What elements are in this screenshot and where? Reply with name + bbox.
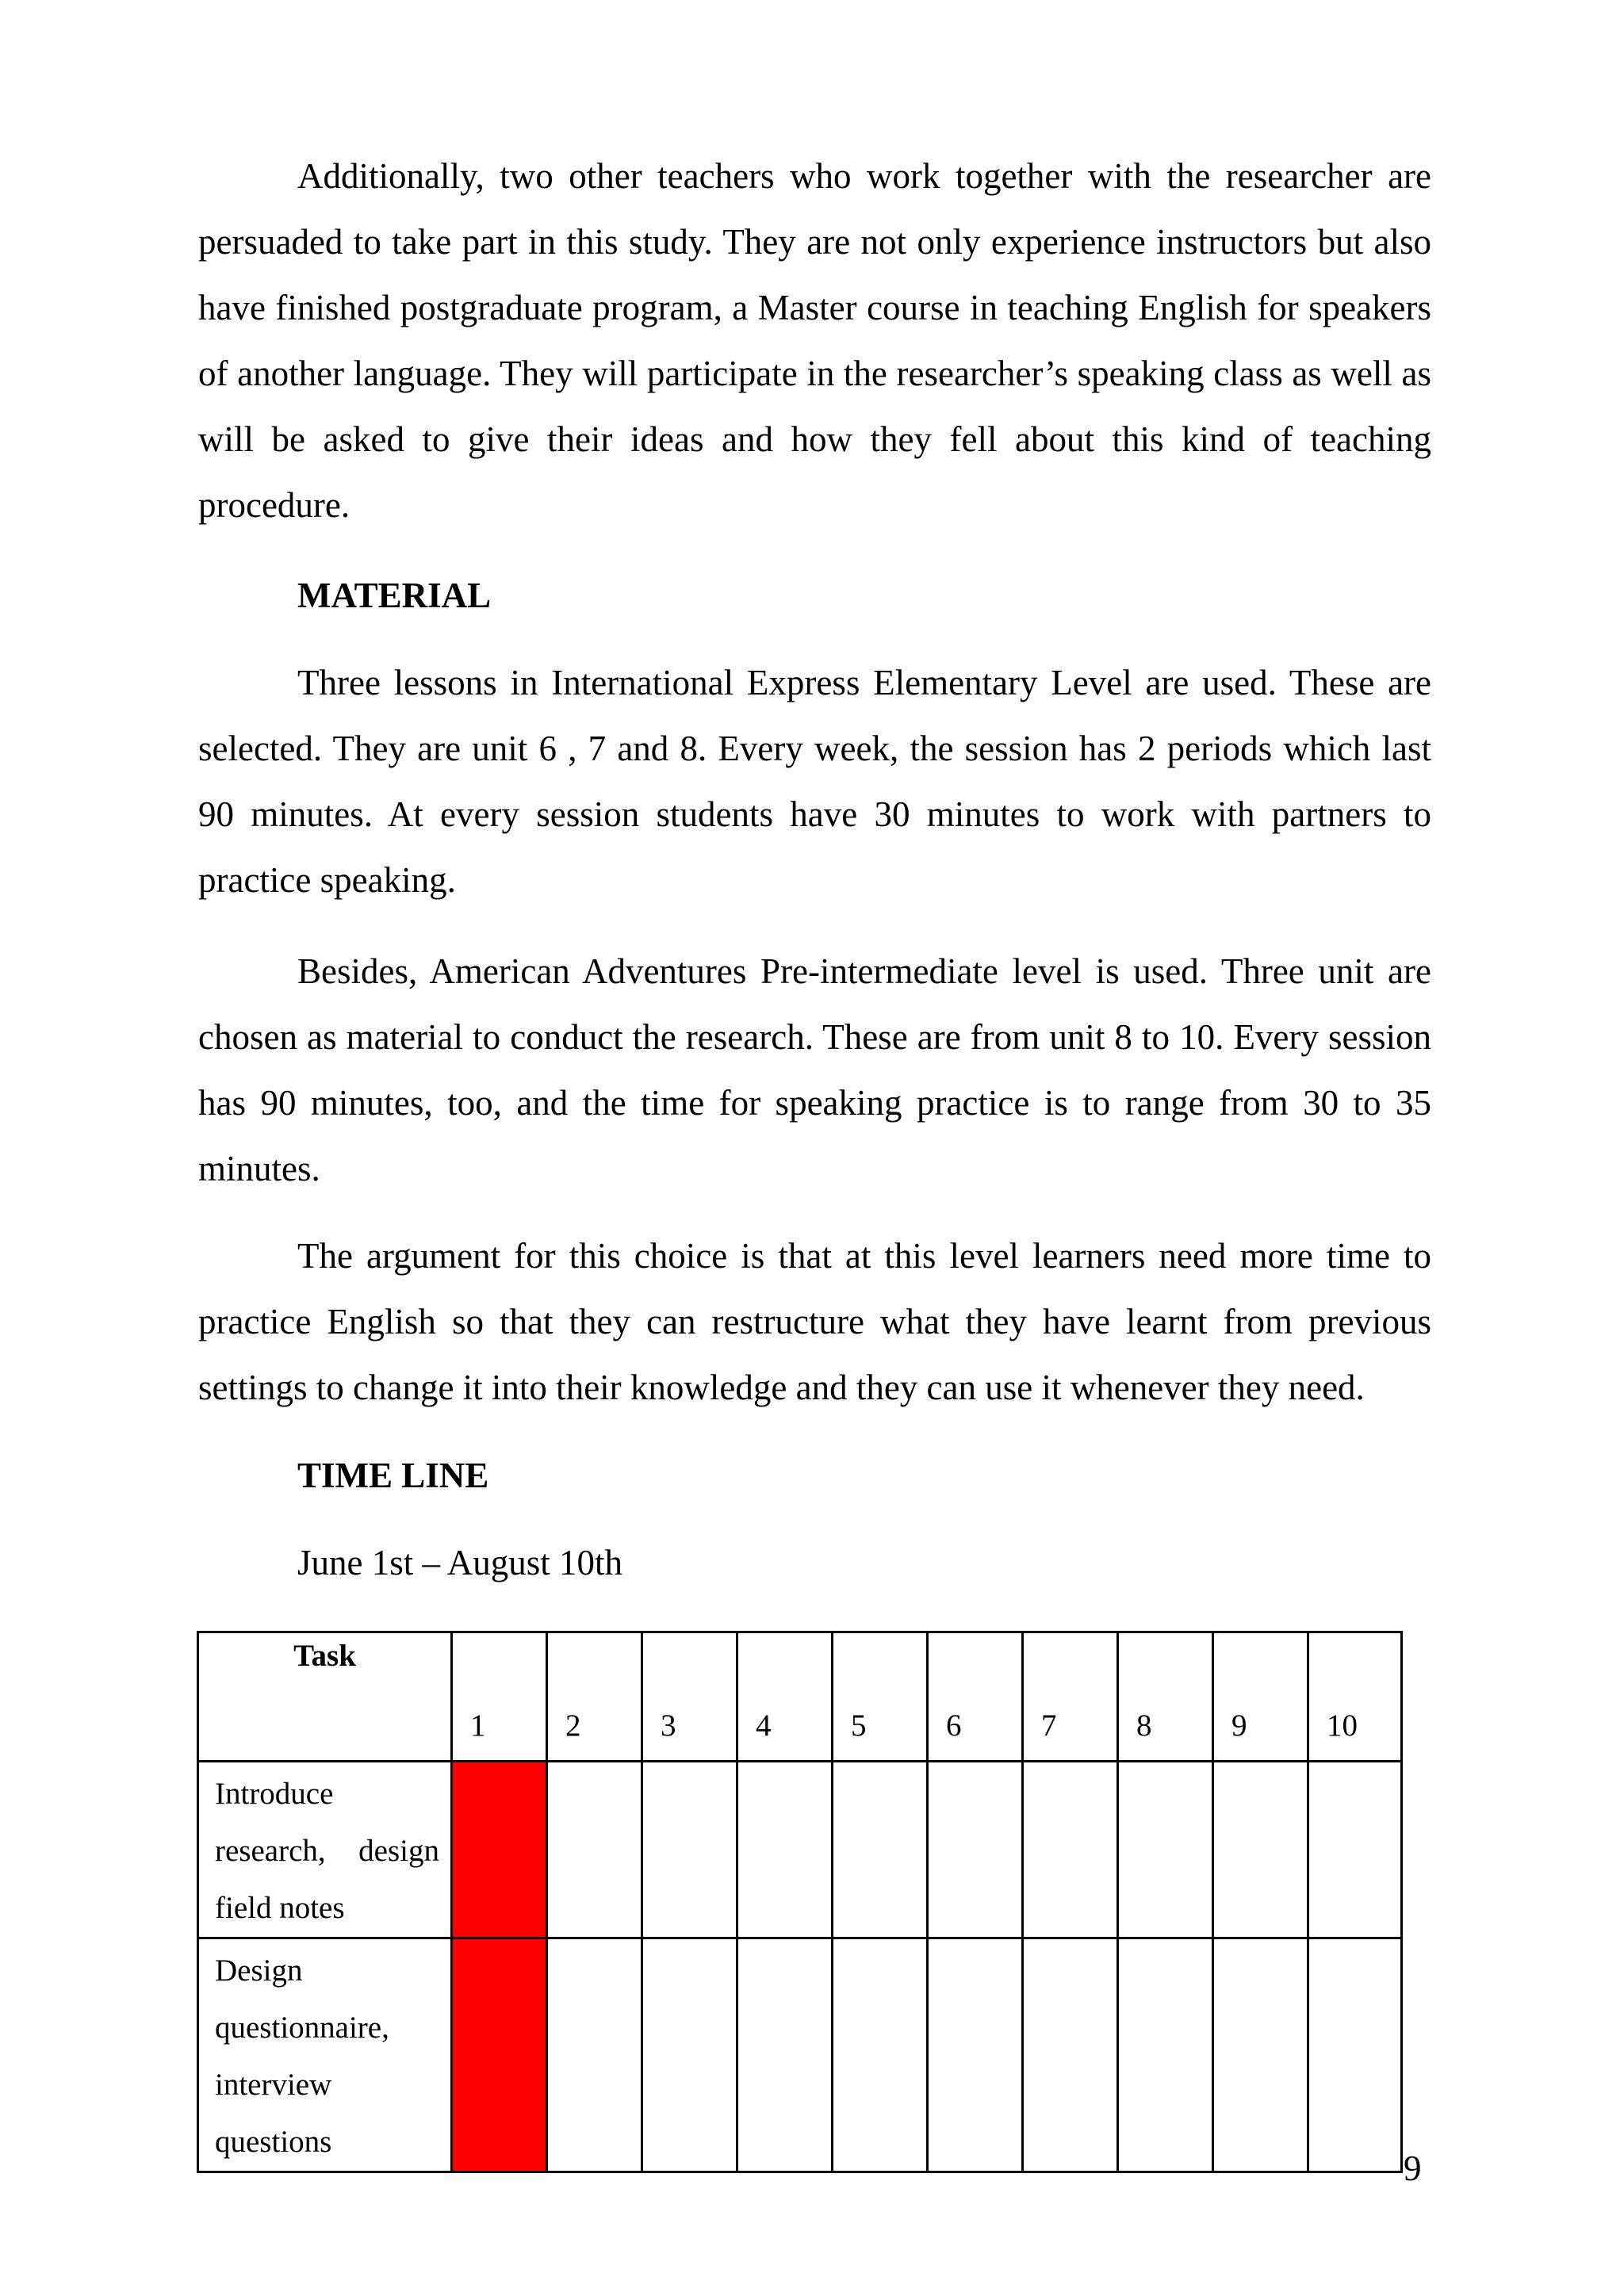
week-cell <box>833 1938 928 2172</box>
week-cell <box>1118 1762 1213 1938</box>
timeline-table <box>197 1631 1403 2173</box>
page-number: 9 <box>1404 2149 1422 2188</box>
week-cell <box>1213 1938 1308 2172</box>
task-column-header: Task <box>198 1632 452 1762</box>
week-cell <box>737 1938 833 2172</box>
paragraph-argument: The argument for this choice is that at this level learners need more time to practice English so that they can restructure what they have learnt from previous settings to change it into their knowledge and they can use it whenever they need. <box>198 1236 1431 1407</box>
table-row <box>198 1762 1402 1938</box>
week-column-header: 7 <box>1023 1632 1118 1762</box>
week-column-header: 10 <box>1308 1632 1402 1762</box>
task-name-cell: Introduce research, design field notes <box>198 1762 452 1938</box>
week-cell <box>1118 1938 1213 2172</box>
week-cell <box>1023 1762 1118 1938</box>
week-cell <box>928 1938 1023 2172</box>
table-row <box>198 1938 1402 2172</box>
heading-material: MATERIAL <box>297 576 492 615</box>
week-column-header: 4 <box>737 1632 833 1762</box>
week-cell <box>1308 1762 1402 1938</box>
week-cell <box>833 1762 928 1938</box>
week-cell-filled <box>452 1762 547 1938</box>
week-cell <box>1213 1762 1308 1938</box>
week-cell <box>547 1938 642 2172</box>
task-name-cell: Design questionnaire, interview questions <box>198 1938 452 2172</box>
week-cell <box>737 1762 833 1938</box>
week-cell <box>1023 1938 1118 2172</box>
week-column-header: 1 <box>452 1632 547 1762</box>
week-column-header: 5 <box>833 1632 928 1762</box>
table-header-row <box>198 1632 1402 1762</box>
paragraph-american-adventures: Besides, American Adventures Pre-intermediate level is used. Three unit are chosen as material to conduct the research. These are from unit 8 to 10. Every session has 90 minutes, too, and the time for speaking practice is to range from 30 to 35 minutes. <box>198 951 1431 1188</box>
paragraph-teachers: Additionally, two other teachers who work together with the researcher are persuaded to take part in this study. They are not only experience instructors but also have finished postgraduate program, a Master course in teaching English for speakers of another language. They will participate in the researcher’s speaking class as well as will be asked to give their ideas and how they fell about this kind of teaching procedure. <box>198 156 1431 525</box>
week-cell <box>928 1762 1023 1938</box>
week-column-header: 8 <box>1118 1632 1213 1762</box>
week-column-header: 3 <box>642 1632 737 1762</box>
week-column-header: 6 <box>928 1632 1023 1762</box>
week-column-header: 2 <box>547 1632 642 1762</box>
heading-time-line: TIME LINE <box>297 1456 489 1495</box>
week-cell <box>1308 1938 1402 2172</box>
paragraph-international-express: Three lessons in International Express Elementary Level are used. These are selected. They are unit 6 , 7 and 8. Every week, the session has 2 periods which last 90 minutes. At every session students have 30 minutes to work with partners to practice speaking. <box>198 663 1431 900</box>
week-cell <box>547 1762 642 1938</box>
week-cell <box>642 1938 737 2172</box>
week-column-header: 9 <box>1213 1632 1308 1762</box>
week-cell-filled <box>452 1938 547 2172</box>
week-cell <box>642 1762 737 1938</box>
timeline-date-range: June 1st – August 10th <box>297 1543 623 1582</box>
